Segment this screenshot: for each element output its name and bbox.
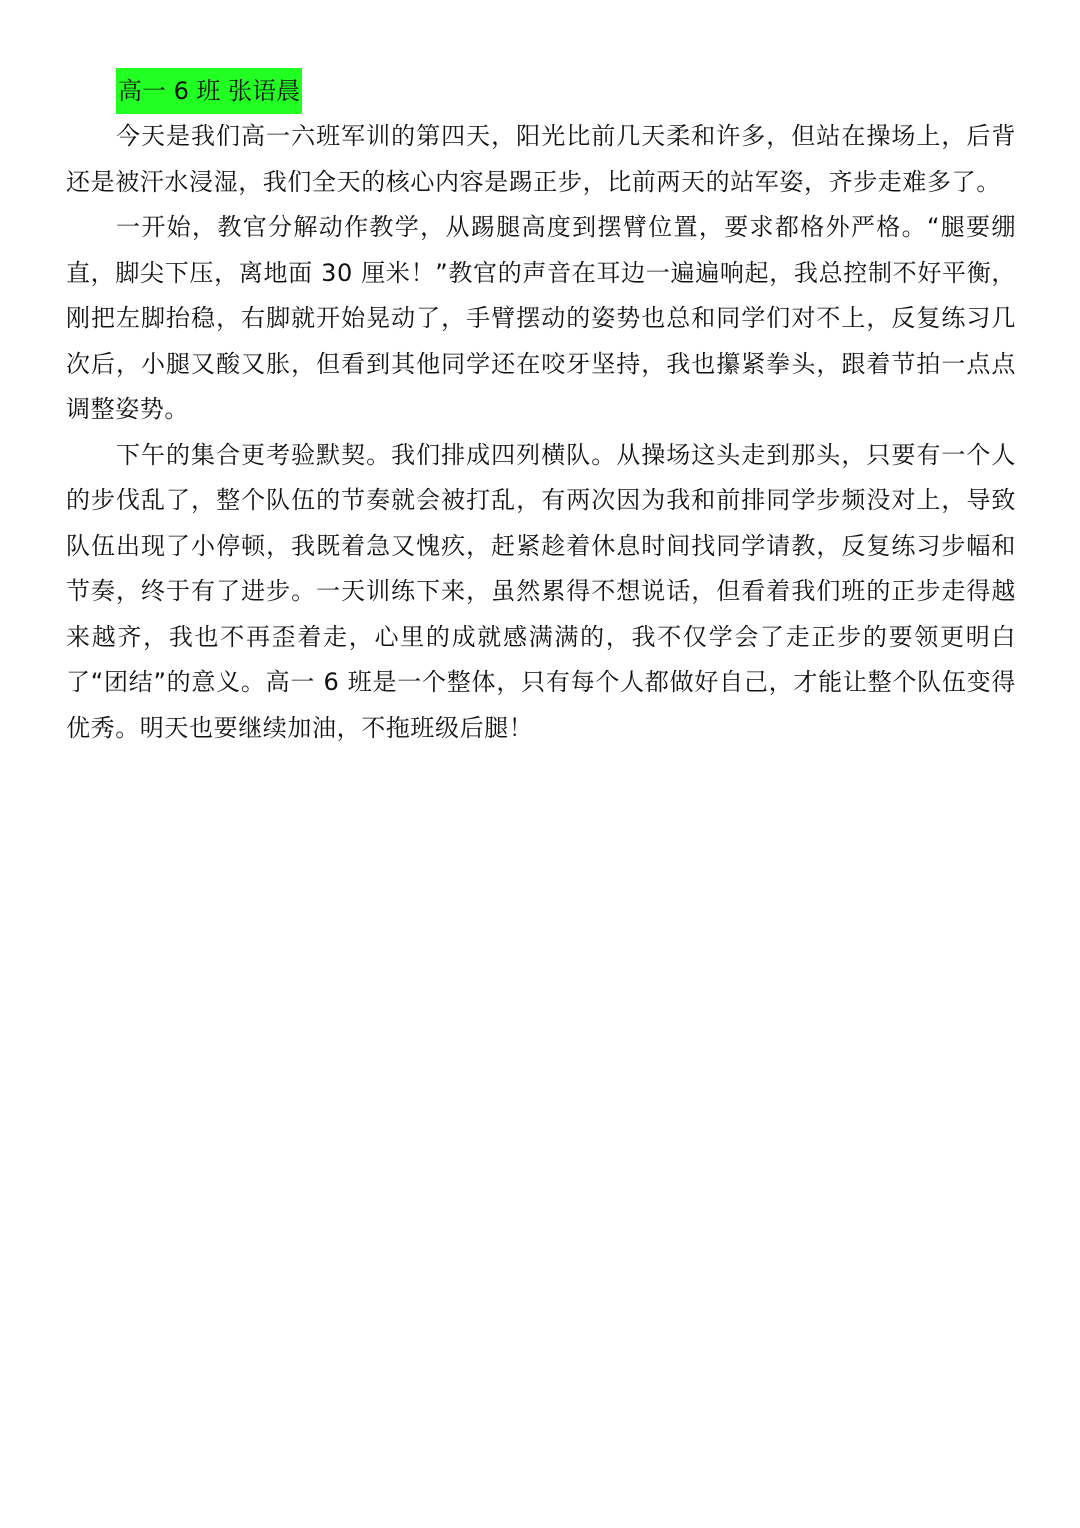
paragraph-2: 一开始，教官分解动作教学，从踢腿高度到摆臂位置，要求都格外严格。“腿要绷直，脚尖下压，离地面 30 厘米！”教官的声音在耳边一遍遍响起，我总控制不好平衡，刚把左脚抬稳，右脚就开始晃动了，手臂摆动的姿势也总和同学们对不上，反复练习几次后，小腿又酸又胀，但看到其他同学还在咬牙坚持，我也攥紧拳头，跟着节拍一点点调整姿势。 xyxy=(66,213,1016,423)
paragraph-1: 今天是我们高一六班军训的第四天，阳光比前几天柔和许多，但站在操场上，后背还是被汗水浸湿，我们全天的核心内容是踢正步，比前两天的站军姿，齐步走难多了。 xyxy=(66,122,1016,196)
heading-line xyxy=(66,68,1016,114)
document-page xyxy=(66,68,1016,751)
paragraph-3: 下午的集合更考验默契。我们排成四列横队。从操场这头走到那头，只要有一个人的步伐乱了，整个队伍的节奏就会被打乱，有两次因为我和前排同学步频没对上，导致队伍出现了小停顿，我既着急又愧疚，赶紧趁着休息时间找同学请教，反复练习步幅和节奏，终于有了进步。一天训练下来，虽然累得不想说话，但看着我们班的正步走得越来越齐，我也不再歪着走，心里的成就感满满的，我不仅学会了走正步的要领更明白了“团结”的意义。高一 6 班是一个整体，只有每个人都做好自己，才能让整个队伍变得优秀。明天也要继续加油，不拖班级后腿！ xyxy=(66,440,1016,742)
class-and-author-heading: 高一 6 班 张语晨 xyxy=(116,68,302,114)
